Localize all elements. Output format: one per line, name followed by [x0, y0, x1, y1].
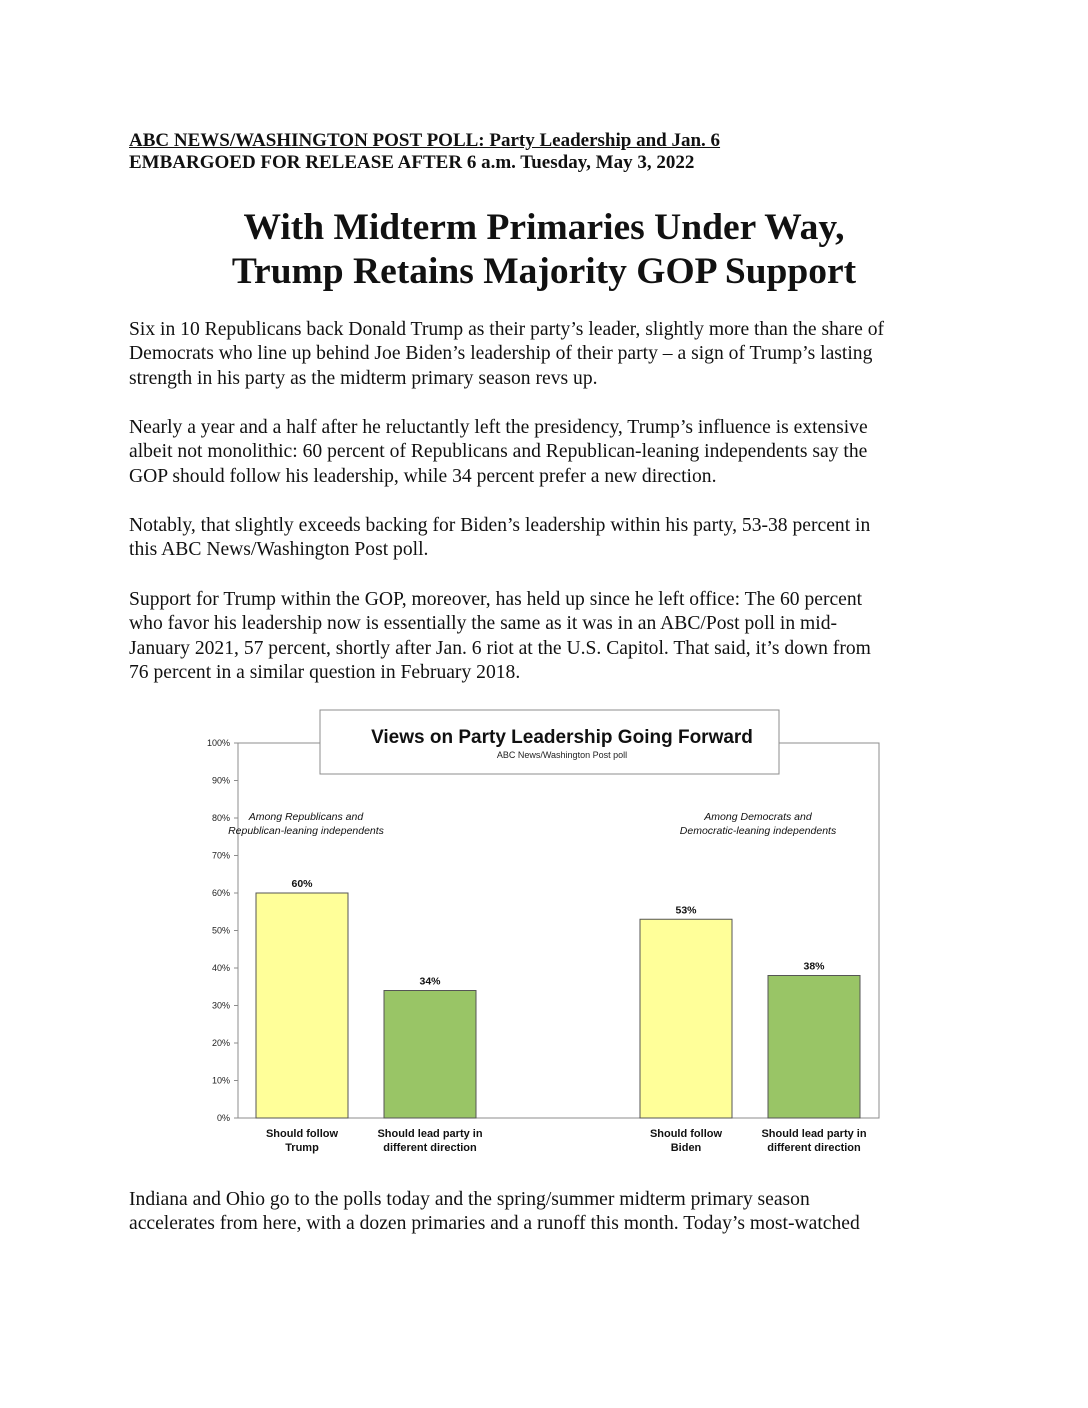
category-label: Should lead party in — [761, 1128, 867, 1140]
paragraph-4 — [129, 588, 959, 686]
headline-line-1: With Midterm Primaries Under Way, — [243, 207, 845, 248]
paragraph-2 — [129, 416, 959, 489]
headline-line-2: Trump Retains Majority GOP Support — [231, 251, 857, 292]
y-tick-label: 70% — [211, 850, 230, 861]
y-tick-label: 40% — [211, 963, 230, 973]
paragraph-1 — [129, 318, 959, 391]
category-label: Should follow — [649, 1128, 723, 1140]
embargo-notice: EMBARGOED FOR RELEASE AFTER 6 a.m. Tuesday, May 3, 2022 — [129, 152, 695, 173]
paragraph-line: Six in 10 Republicans back Donald Trump as their party’s leader, slightly more than the share of — [129, 319, 885, 340]
y-tick-label: 30% — [211, 1000, 230, 1011]
y-tick-label: 60% — [211, 888, 230, 898]
header-title: ABC NEWS/WASHINGTON POST POLL: Party Leadership and Jan. 6 — [129, 130, 721, 151]
category-label: different direction — [767, 1142, 861, 1154]
group-label: Democratic-leaning independents — [679, 825, 837, 837]
group-label: Republican-leaning independents — [228, 825, 384, 837]
paragraph-line: accelerates from here, with a dozen primaries and a runoff this month. Today’s most-watched — [129, 1213, 860, 1235]
group-label: Among Republicans and — [248, 811, 364, 823]
bar — [384, 991, 476, 1119]
document-header — [129, 130, 959, 174]
paragraph-line: strength in his party as the midterm primary season revs up. — [129, 367, 598, 389]
bar-chart — [180, 708, 900, 1168]
chart-subtitle: ABC News/Washington Post poll — [496, 750, 628, 760]
paragraph-line: who favor his leadership now is essentially the same as it was in an ABC/Post poll in mid- — [129, 613, 838, 635]
paragraph-line: Indiana and Ohio go to the polls today and the spring/summer midterm primary season — [129, 1189, 810, 1210]
bar-value-label: 60% — [291, 878, 313, 890]
bar-value-label: 34% — [419, 975, 441, 988]
bar — [768, 976, 860, 1119]
bar — [640, 919, 732, 1118]
y-tick-label: 80% — [211, 813, 230, 823]
y-tick-label: 50% — [211, 925, 230, 936]
paragraph-line: GOP should follow his leadership, while 34 percent prefer a new direction. — [129, 465, 717, 487]
y-tick-label: 10% — [211, 1075, 230, 1086]
bar — [256, 893, 348, 1118]
paragraph-5 — [129, 1188, 959, 1237]
category-label: different direction — [383, 1142, 477, 1154]
group-label: Among Democrats and — [704, 811, 812, 823]
paragraph-line: Democrats who line up behind Joe Biden’s leadership of their party – a sign of Trump’s lasting — [129, 343, 873, 365]
paragraph-3 — [129, 514, 959, 563]
paragraph-line: Nearly a year and a half after he reluctantly left the presidency, Trump’s influence is extensive — [129, 417, 868, 438]
bar-value-label: 38% — [803, 960, 825, 973]
paragraph-line: Notably, that slightly exceeds backing for Biden’s leadership within his party, 53-38 percent in — [129, 515, 871, 536]
category-label: Biden — [670, 1142, 702, 1154]
category-label: Trump — [285, 1142, 319, 1154]
headline — [0, 206, 1088, 294]
paragraph-line: January 2021, 57 percent, shortly after Jan. 6 riot at the U.S. Capitol. That said, it’s down from — [129, 637, 871, 659]
bar-value-label: 53% — [675, 904, 697, 917]
y-tick-label: 100% — [206, 738, 230, 748]
paragraph-line: Support for Trump within the GOP, moreover, has held up since he left office: The 60 percent — [129, 589, 863, 610]
chart-title: Views on Party Leadership Going Forward — [371, 727, 753, 748]
paragraph-line: 76 percent in a similar question in February 2018. — [129, 662, 521, 684]
y-tick-label: 90% — [211, 775, 230, 786]
chart-svg — [180, 708, 900, 1168]
y-tick-label: 20% — [211, 1038, 230, 1048]
paragraph-line: this ABC News/Washington Post poll. — [129, 539, 429, 561]
paragraph-line: albeit not monolithic: 60 percent of Republicans and Republican-leaning independents say the — [129, 441, 868, 463]
category-label: Should follow — [265, 1128, 339, 1140]
y-tick-label: 0% — [216, 1113, 230, 1123]
category-label: Should lead party in — [377, 1128, 483, 1140]
